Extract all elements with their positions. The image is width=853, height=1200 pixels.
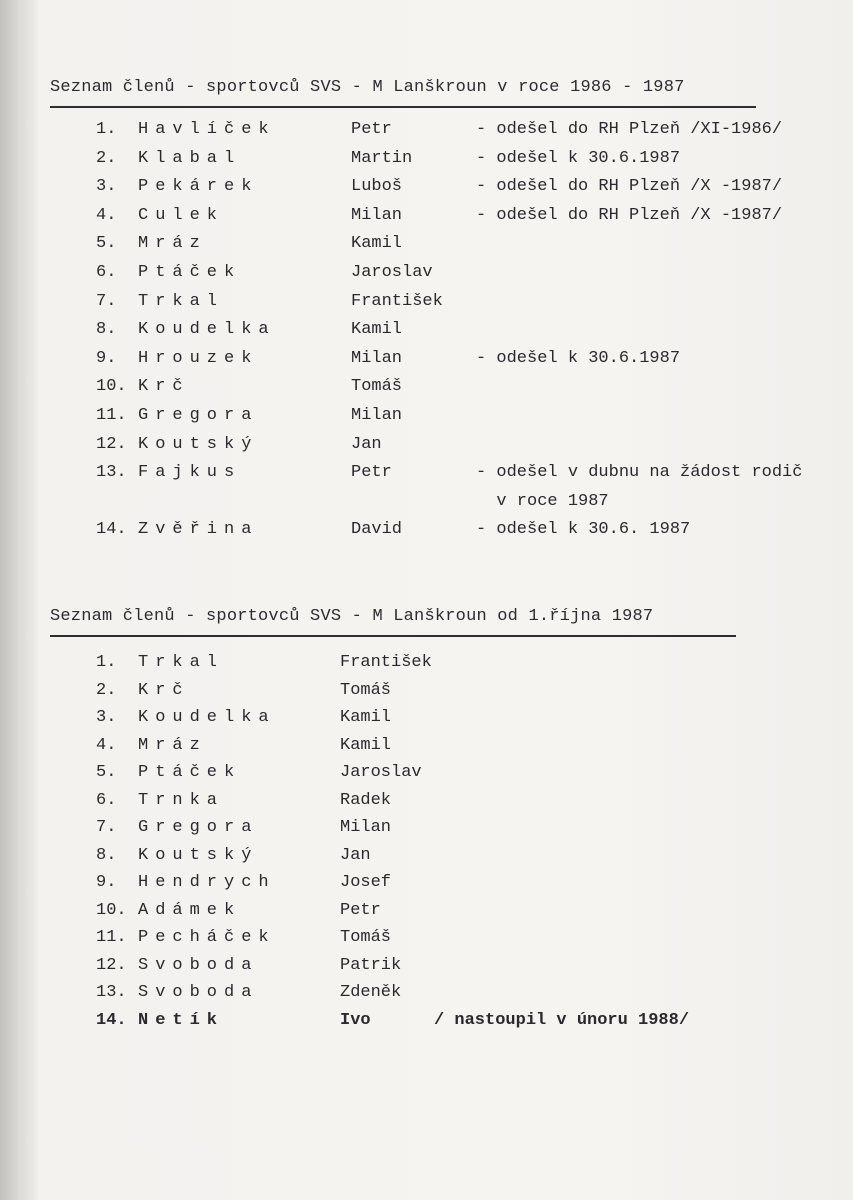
member-surname: Pekárek (138, 177, 259, 197)
member-number: 1. (96, 653, 117, 672)
member-surname: Havlíček (138, 120, 276, 139)
member-given-name: Kamil (340, 735, 392, 755)
member-note: - odešel v dubnu na žádost rodič (476, 463, 803, 483)
member-given-name: Tomáš (340, 928, 392, 947)
member-number: 14. (96, 1010, 127, 1030)
member-number: 13. (96, 463, 127, 483)
member-given-name: Kamil (340, 708, 392, 727)
member-given-name: Jan (351, 434, 382, 454)
member-number: 9. (96, 348, 117, 368)
member-given-name: Kamil (351, 320, 403, 340)
member-given-name: Zdeněk (340, 983, 402, 1002)
member-note: - odešel k 30.6.1987 (476, 348, 681, 368)
member-note: - odešel k 30.6.1987 (476, 148, 681, 168)
member-number: 13. (96, 983, 127, 1002)
member-surname: Koudelka (138, 320, 276, 340)
member-surname: Adámek (138, 900, 242, 920)
member-number: 2. (96, 148, 117, 168)
member-given-name: Tomáš (340, 680, 392, 700)
member-given-name: Radek (340, 790, 392, 810)
member-given-name: David (351, 520, 403, 540)
member-number: 7. (96, 818, 117, 837)
member-surname: Svoboda (138, 983, 259, 1002)
member-number: 8. (96, 845, 117, 865)
member-given-name: František (340, 653, 432, 672)
member-surname: Netík (138, 1010, 225, 1030)
member-given-name: Milan (351, 348, 403, 368)
member-surname: Culek (138, 205, 225, 225)
member-given-name: Milan (351, 405, 403, 425)
member-surname: Fajkus (138, 463, 242, 483)
member-number: 8. (96, 320, 117, 340)
member-number: 6. (96, 262, 117, 282)
member-number: 14. (96, 520, 127, 540)
page-edge-shadow (0, 0, 38, 1200)
member-given-name: Milan (340, 818, 392, 837)
member-number: 1. (96, 120, 117, 139)
member-given-name: Ivo (340, 1010, 371, 1030)
member-given-name: Martin (351, 148, 413, 168)
member-given-name: Kamil (351, 234, 403, 254)
member-note: / nastoupil v únoru 1988/ (434, 1010, 690, 1030)
member-surname: Koutský (138, 845, 259, 865)
member-surname: Trkal (138, 653, 225, 672)
member-surname: Svoboda (138, 955, 259, 975)
member-number: 3. (96, 708, 117, 727)
member-given-name: Luboš (351, 177, 403, 197)
member-number: 4. (96, 205, 117, 225)
member-surname: Krč (138, 680, 190, 700)
member-surname: Koudelka (138, 708, 276, 727)
member-number: 9. (96, 873, 117, 892)
member-number: 10. (96, 377, 127, 397)
member-number: 12. (96, 955, 127, 975)
member-surname: Trkal (138, 291, 225, 311)
member-number: 12. (96, 434, 127, 454)
member-given-name: Patrik (340, 955, 402, 975)
member-surname: Krč (138, 377, 190, 397)
member-given-name: Tomáš (351, 377, 403, 397)
member-surname: Ptáček (138, 262, 242, 282)
section1-underline (50, 106, 756, 108)
section1-title: Seznam členů - sportovců SVS - M Lanškroun v roce 1986 - 1987 (50, 78, 685, 97)
member-given-name: Petr (340, 900, 381, 920)
member-given-name: Josef (340, 873, 392, 892)
section2-underline (50, 635, 736, 637)
member-number: 5. (96, 763, 117, 782)
member-given-name: Jaroslav (340, 763, 422, 782)
member-surname: Mráz (138, 735, 207, 755)
member-number: 11. (96, 405, 127, 425)
member-surname: Ptáček (138, 763, 242, 782)
member-number: 3. (96, 177, 117, 197)
member-note: - odešel do RH Plzeň /X -1987/ (476, 205, 783, 225)
member-surname: Mráz (138, 234, 207, 254)
member-surname: Gregora (138, 405, 259, 425)
member-note: v roce 1987 (476, 491, 609, 511)
member-number: 7. (96, 291, 117, 311)
member-note: - odešel do RH Plzeň /XI-1986/ (476, 120, 783, 139)
member-number: 6. (96, 790, 117, 810)
member-number: 4. (96, 735, 117, 755)
member-number: 5. (96, 234, 117, 254)
member-given-name: František (351, 291, 443, 311)
member-number: 11. (96, 928, 127, 947)
section2-title: Seznam členů - sportovců SVS - M Lanškroun od 1.října 1987 (50, 607, 654, 626)
member-given-name: Milan (351, 205, 403, 225)
member-surname: Hrouzek (138, 348, 259, 368)
member-surname: Trnka (138, 790, 225, 810)
member-number: 10. (96, 900, 127, 920)
member-surname: Koutský (138, 434, 259, 454)
member-given-name: Jan (340, 845, 371, 865)
member-number: 2. (96, 680, 117, 700)
member-note: - odešel do RH Plzeň /X -1987/ (476, 177, 783, 197)
member-surname: Hendrych (138, 873, 276, 892)
member-given-name: Petr (351, 120, 392, 139)
member-surname: Klabal (138, 148, 242, 168)
member-given-name: Petr (351, 463, 392, 483)
member-surname: Pecháček (138, 928, 276, 947)
member-surname: Gregora (138, 818, 259, 837)
member-given-name: Jaroslav (351, 262, 433, 282)
member-note: - odešel k 30.6. 1987 (476, 520, 691, 540)
member-surname: Zvěřina (138, 520, 259, 540)
